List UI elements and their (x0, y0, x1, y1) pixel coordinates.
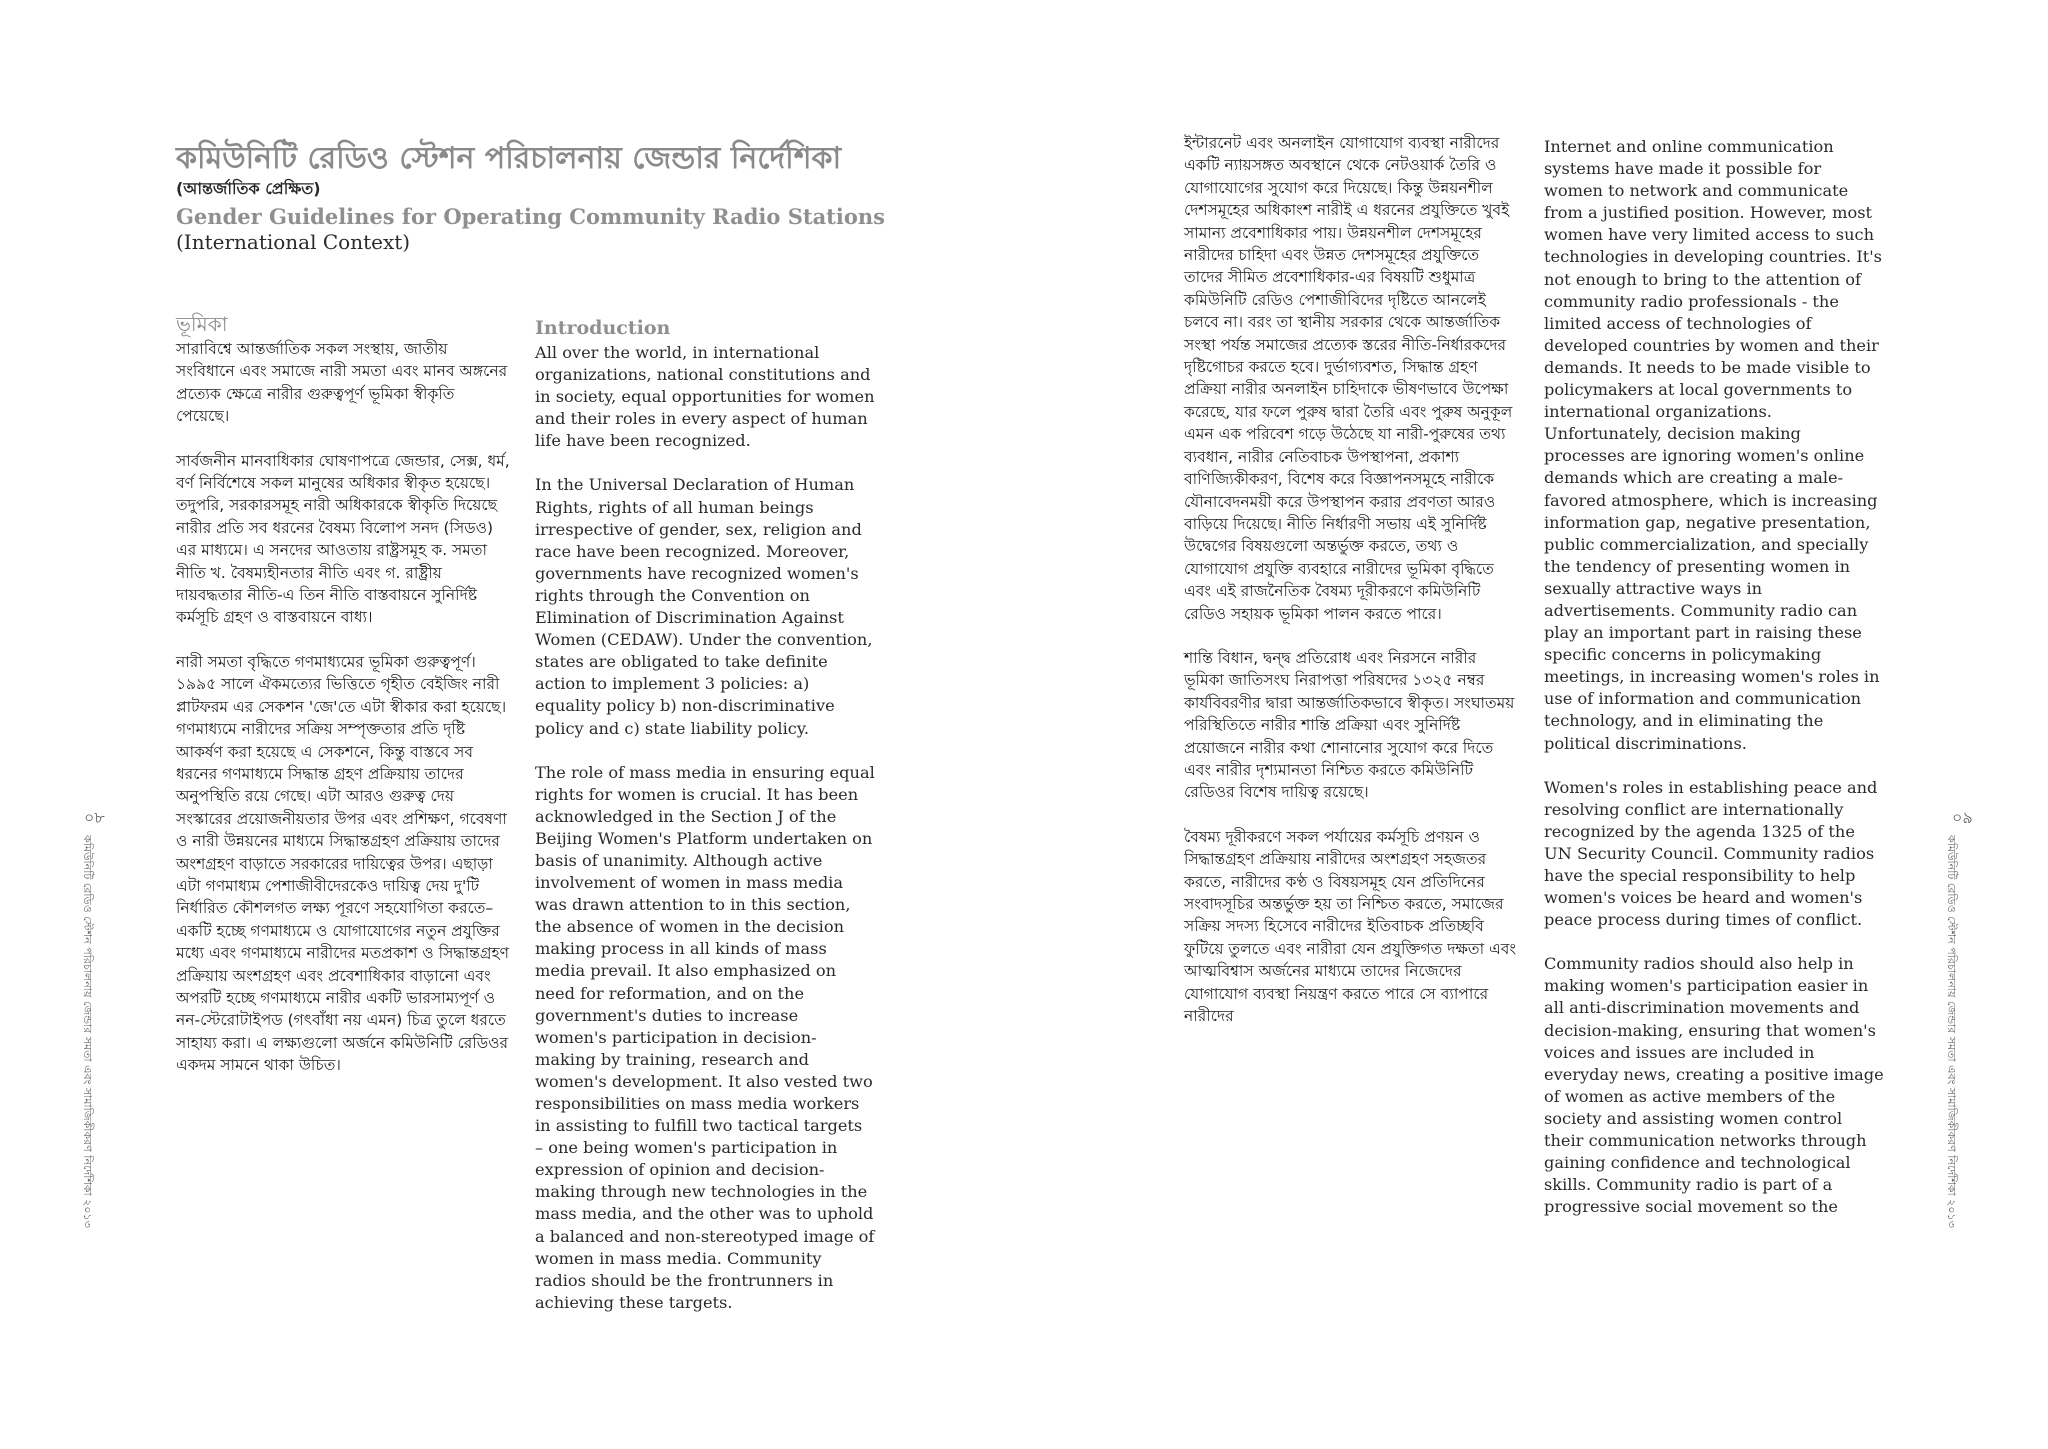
paragraph: ইন্টারনেট এবং অনলাইন যোগাযোগ ব্যবস্থা নারীদের একটি ন্যায়সঙ্গত অবস্থানে থেকে নেটওয়ার্ক তৈরি ও যোগাযোগের সুযোগ করে দিয়েছে। কিন্তু উন্নয়নশীল দেশসমূহের অধিকাংশ নারীই এ ধরনের প্রযুক্তিতে খুবই সামান্য প্রবেশাধিকার পায়। উন্নয়নশীল দেশসমূহের নারীদের চাহিদা এবং উন্নত দেশসমূহের প্রযুক্তিতে তাদের সীমিত প্রবেশাধিকার-এর বিষয়টি শুধুমাত্র কমিউনিটি রেডিও পেশাজীবিদের দৃষ্টিতে আনলেই চলবে না। বরং তা স্থানীয় সরকার থেকে আন্তর্জাতিক সংস্থা পর্যন্ত সমাজের প্রত্যেক স্তরের নীতি-নির্ধারকদের দৃষ্টিগোচর করতে হবে। দুর্ভাগ্যবশত, সিদ্ধান্ত গ্রহণ প্রক্রিয়া নারীর অনলাইন চাহিদাকে ভীষণভাবে উপেক্ষা করেছে, যার ফলে পুরুষ দ্বারা তৈরি এবং পুরুষ অনুকূল এমন এক পরিবেশ গড়ে উঠেছে যা নারী-পুরুষের তথ্য ব্যবধান, নারীর নেতিবাচক উপস্থাপনা, প্রকাশ্য বাণিজ্যিকীকরণ, বিশেষ করে বিজ্ঞাপনসমূহে নারীকে যৌনাবেদনময়ী করে উপস্থাপন করার প্রবণতা আরও বাড়িয়ে দিয়েছে। নীতি নির্ধারণী সভায় এই সুনির্দিষ্ট উদ্বেগের বিষয়গুলো অন্তর্ভুক্ত করতে, তথ্য ও যোগাযোগ প্রযুক্তি ব্যবহারে নারীদের ভূমিকা বৃদ্ধিতে এবং এই রাজনৈতিক বৈষম্য দূরীকরণে কমিউনিটি রেডিও সহায়ক ভূমিকা পালন করতে পারে। (1184, 134, 1513, 623)
paragraph: Women's roles in establishing peace and resolving conflict are internationally recognized by the agenda 1325 of the UN Security Council. Community radios have the special responsibility to help women's voices be heard and women's peace process during times of conflict. (1544, 777, 1878, 930)
running-footer: কমিউনিটি রেডিও স্টেশন পরিচালনায় জেন্ডার সমতা এবং সামাজিকীকরণ নির্দেশিকা ২০১৩ (81, 835, 94, 1228)
paragraph: The role of mass media in ensuring equal rights for women is crucial. It has been acknowledged in the Section J of the Beijing Women's Platform undertaken on basis of unanimity. Although active involvement of women in mass media was drawn attention to in this section, the absence of women in the decision making process in all kinds of mass media prevail. It also emphasized on need for reformation, and on the government's duties to increase women's participation in decision-making by training, research and women's development. It also vested two responsibilities on mass media workers in assisting to fulfill two tactical targets – one being women's participation in expression of opinion and decision-making through new technologies in the mass media, and the other was to uphold a balanced and non-stereotyped image of women in mass media. Community radios should be the frontrunners in achieving these targets. (535, 762, 875, 1312)
running-footer: কমিউনিটি রেডিও স্টেশন পরিচালনায় জেন্ডার সমতা এবং সামাজিকীকরণ নির্দেশিকা ২০১৩ (1945, 835, 1958, 1228)
english-section-heading: Introduction (535, 317, 671, 339)
right-bengali-column (1184, 132, 1519, 1049)
title-english: Gender Guidelines for Operating Community Radio Stations (176, 204, 885, 229)
subtitle-english: (International Context) (176, 230, 411, 254)
subtitle-bengali: (আন্তর্জাতিক প্রেক্ষিত) (176, 179, 321, 198)
paragraph: Community radios should also help in making women's participation easier in all anti-discrimination movements and decision-making, ensuring that women's voices and issues are included in everyday news, creating a positive image of women as active members of the society and assisting women control their communication networks through gaining confidence and technological skills. Community radio is part of a progressive social movement so the (1544, 954, 1884, 1217)
paragraph: সারাবিশ্বে আন্তর্জাতিক সকল সংস্থায়, জাতীয় সংবিধানে এবং সমাজে নারী সমতা এবং মানব অঙ্গনের প্রত্যেক ক্ষেত্রে নারীর গুরুত্বপূর্ণ ভূমিকা স্বীকৃতি পেয়েছে। (176, 340, 508, 426)
left-bengali-column (176, 312, 511, 1099)
title-bengali: কমিউনিটি রেডিও স্টেশন পরিচালনায় জেন্ডার নির্দেশিকা (176, 141, 842, 176)
paragraph: Internet and online communication systems have made it possible for women to network and communicate from a justified position. However, most women have very limited access to such technologies in developing countries. It's not enough to bring to the attention of community radio professionals - the limited access of technologies of developed countries by women and their demands. It needs to be made visible to policymakers at local governments to international organizations. Unfortunately, decision making processes are ignoring women's online demands which are creating a male-favored atmosphere, which is increasing information gap, negative presentation, public commercialization, and specially the tendency of presenting women in sexually attractive ways in advertisements. Community radio can play an important part in raising these specific concerns in policymaking meetings, in increasing women's roles in use of information and communication technology, and in eliminating the political discriminations. (1544, 137, 1882, 753)
paragraph: All over the world, in international organizations, national constitutions and in society, equal opportunities for women and their roles in every aspect of human life have been recognized. (535, 343, 875, 451)
bengali-section-heading: ভূমিকা (176, 312, 228, 336)
page-number: ০৯ (1952, 808, 1973, 827)
paragraph: নারী সমতা বৃদ্ধিতে গণমাধ্যমের ভূমিকা গুরুত্বপূর্ণ। ১৯৯৫ সালে ঐকমত্যের ভিত্তিতে গৃহীত বেইজিং নারী প্লাটফরম এর সেকশন 'জে'তে এটা স্বীকার করা হয়েছে। গণমাধ্যমে নারীদের সক্রিয় সম্পৃক্ততার প্রতি দৃষ্টি আকর্ষণ করা হয়েছে এ সেকশনে, কিন্তু বাস্তবে সব ধরনের গণমাধ্যমে সিদ্ধান্ত গ্রহণ প্রক্রিয়ায় তাদের অনুপস্থিতি রয়ে গেছে। এটা আরও গুরুত্ব দেয় সংস্কারের প্রয়োজনীয়তার উপর এবং প্রশিক্ষণ, গবেষণা ও নারী উন্নয়নের মাধ্যমে সিদ্ধান্তগ্রহণ প্রক্রিয়ায় তাদের অংশগ্রহণ বাড়াতে সরকারের দায়িত্বের উপর। এছাড়া এটা গণমাধ্যম পেশাজীবীদেরকেও দায়িত্ব দেয় দু'টি নির্ধারিত কৌশলগত লক্ষ্য পূরণে সহযোগিতা করতে– একটি হচ্ছে গণমাধ্যমে ও যোগাযোগের নতুন প্রযুক্তির মধ্যে এবং গণমাধ্যমে নারীদের মতপ্রকাশ ও সিদ্ধান্তগ্রহণ প্রক্রিয়ায় অংশগ্রহণ এবং প্রবেশাধিকার বাড়ানো এবং অপরটি হচ্ছে গণমাধ্যমে নারীর একটি ভারসাম্যপূর্ণ ও নন-স্টেরোটাইপড (গৎবাঁধা নয় এমন) চিত্র তুলে ধরতে সাহায্য করা। এ লক্ষ্যগুলো অর্জনে কমিউনিটি রেডিওর একদম সামনে থাকা উচিত। (176, 652, 509, 1075)
right-english-column (1544, 136, 1884, 1240)
paragraph: সার্বজনীন মানবাধিকার ঘোষণাপত্রে জেন্ডার, সেক্স, ধর্ম, বর্ণ নির্বিশেষে সকল মানুষের অধিকার স্বীকৃত হয়েছে। তদুপরি, সরকারসমূহ নারী অধিকারকে স্বীকৃতি দিয়েছে নারীর প্রতি সব ধরনের বৈষম্য বিলোপ সনদ (সিডও) এর মাধ্যমে। এ সনদের আওতায় রাষ্ট্রসমূহ ক. সমতা নীতি খ. বৈষম্যহীনতার নীতি এবং গ. রাষ্ট্রীয় দায়বদ্ধতার নীতি-এ তিন নীতি বাস্তবায়নে সুনির্দিষ্ট কর্মসূচি গ্রহণ ও বাস্তবায়নে বাধ্য। (176, 451, 510, 627)
left-english-column (535, 316, 875, 1336)
paragraph: বৈষম্য দূরীকরণে সকল পর্যায়ের কর্মসূচি প্রণয়ন ও সিদ্ধান্তগ্রহণ প্রক্রিয়ায় নারীদের অংশগ্রহণ সহজতর করতে, নারীদের কণ্ঠ ও বিষয়সমূহ যেন প্রতিদিনের সংবাদসূচির অন্তর্ভুক্ত হয় তা নিশ্চিত করতে, সমাজের সক্রিয় সদস্য হিসেবে নারীদের ইতিবাচক প্রতিচ্ছবি ফুটিয়ে তুলতে এবং নারীরা যেন প্রযুক্তিগত দক্ষতা এবং আত্মবিশ্বাস অর্জনের মাধ্যমে তাদের নিজেদের যোগাযোগ ব্যবস্থা নিয়ন্ত্রণ করতে পারে সে ব্যাপারে নারীদের (1184, 827, 1517, 1026)
right-page (1024, 0, 2048, 1449)
paragraph: In the Universal Declaration of Human Rights, rights of all human beings irrespective of gender, sex, religion and race have been recognized. Moreover, governments have recognized women's rights through the Convention on Elimination of Discrimination Against Women (CEDAW). Under the convention, states are obligated to take definite action to implement 3 policies: a) equality policy b) non-discriminative policy and c) state liability policy. (535, 475, 873, 738)
page-number: ০৮ (84, 808, 105, 827)
paragraph: শান্তি বিধান, দ্বন্দ্ব প্রতিরোধ এবং নিরসনে নারীর ভূমিকা জাতিসংঘ নিরাপত্তা পরিষদের ১৩২৫ নম্বর কার্যবিবরণীর দ্বারা আন্তর্জাতিকভাবে স্বীকৃত। সংঘাতময় পরিস্থিতিতে নারীর শান্তি প্রক্রিয়া এবং সুনির্দিষ্ট প্রয়োজনে নারীর কথা শোনানোর সুযোগ করে দিতে এবং নারীর দৃশ্যমানতা নিশ্চিত করতে কমিউনিটি রেডিওর বিশেষ দায়িত্ব রয়েছে। (1184, 648, 1515, 802)
